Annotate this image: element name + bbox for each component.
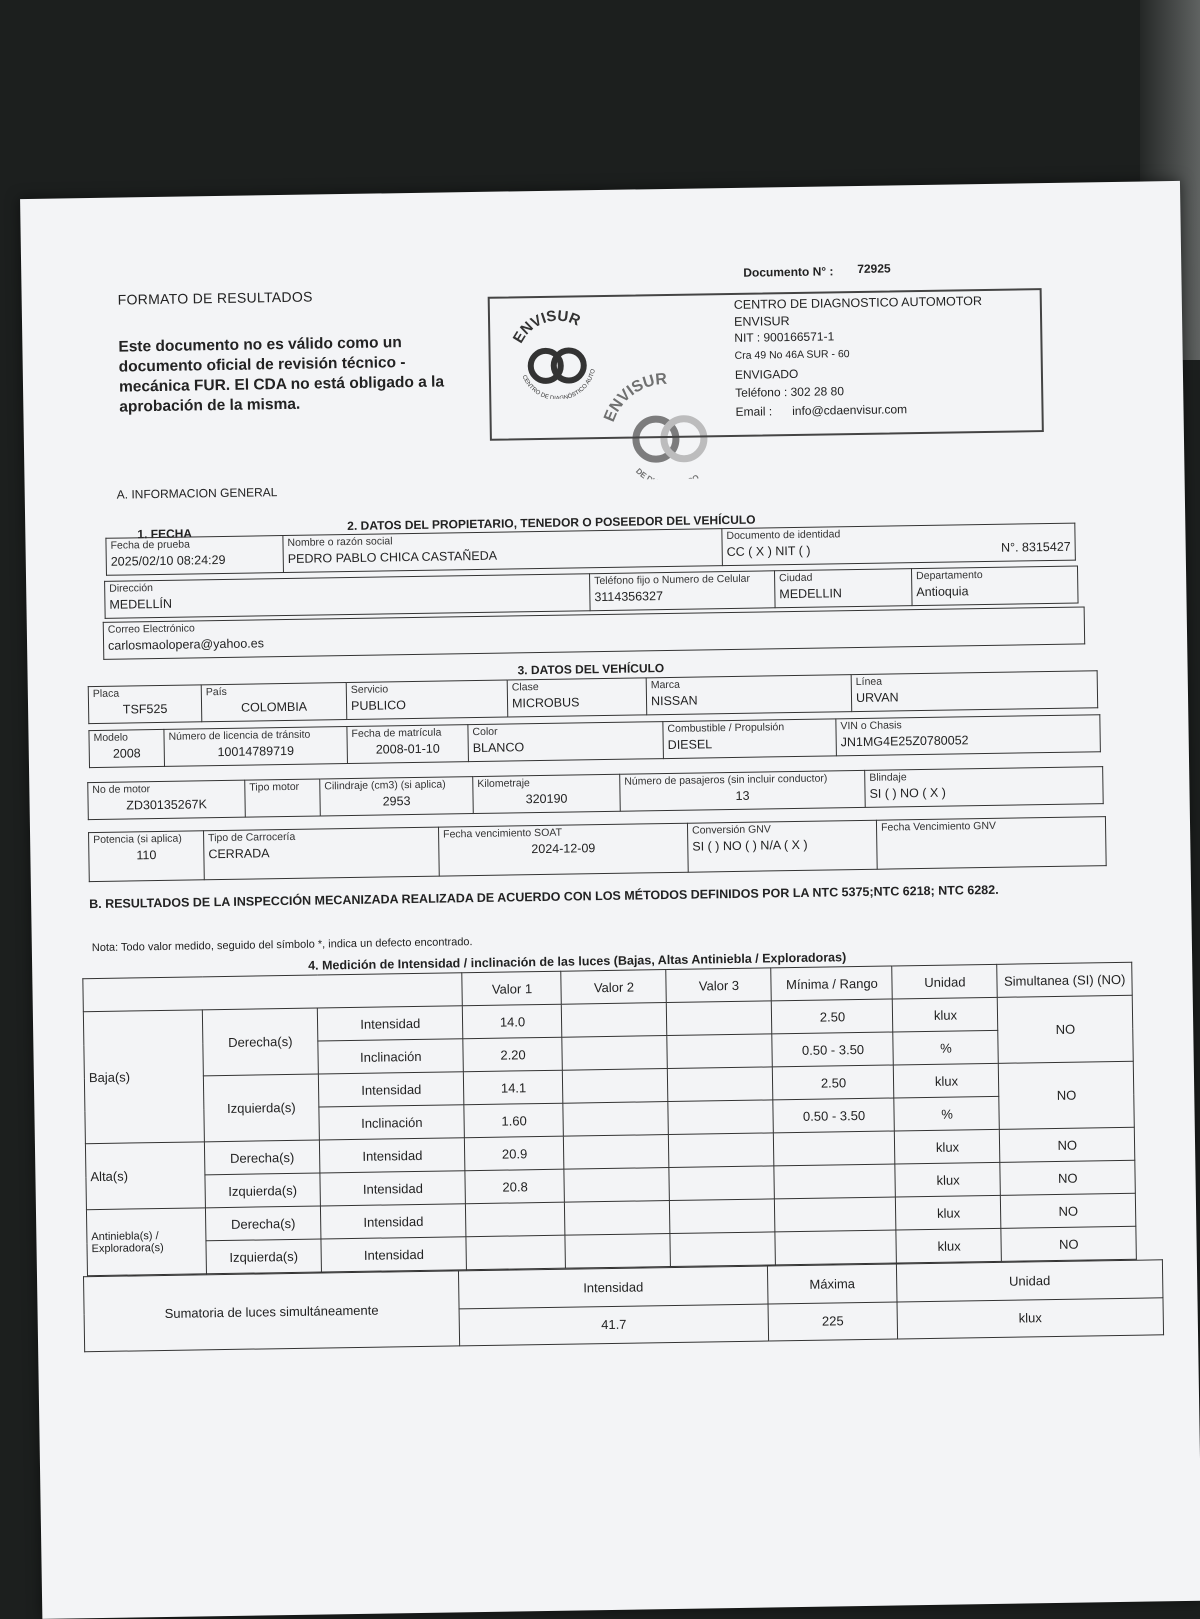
line: URVAN [855,690,899,706]
high-right-label: Derecha(s) [204,1140,320,1175]
row-label: Intensidad [319,1138,465,1173]
row-label: Intensidad [317,1006,463,1041]
gnv-conversion: SI ( ) NO ( ) N/A ( X ) [692,837,808,854]
sum-max-label: Máxima [767,1264,897,1304]
simul-cell: NO [1001,1193,1136,1228]
simul-cell: NO [1000,1127,1135,1162]
vehicle-table-row4 [88,816,1107,882]
simul-cell: NO [999,1061,1135,1129]
engine-number-label: No de motor [92,783,151,797]
value-cell [564,1135,670,1170]
fuel: DIESEL [667,737,713,753]
group-low-beam: Baja(s) [83,1010,204,1144]
address: MEDELLÍN [109,596,173,612]
test-date: 2025/02/10 08:24:29 [110,552,226,569]
fog-left-label: Izquierda(s) [206,1239,322,1274]
high-left-label: Izquierda(s) [205,1173,321,1208]
section-a-title: A. INFORMACION GENERAL [116,485,278,502]
fuel-label: Combustible / Propulsión [667,721,785,736]
value-cell [466,1202,566,1237]
value-cell [562,1003,668,1038]
simul-cell: NO [1000,1160,1135,1195]
gnv-expiry-label: Fecha Vencimiento GNV [880,819,997,834]
center-city: ENVIGADO [734,366,799,382]
min-cell [774,1131,896,1166]
low-left-label: Izquierda(s) [203,1074,319,1142]
row-label: Intensidad [321,1237,467,1272]
value-cell [667,1001,773,1036]
value-cell: 14.1 [464,1070,564,1105]
passengers: 13 [735,788,750,803]
vehicle-table-row3 [87,766,1103,820]
unit-cell: klux [896,1195,1002,1230]
owner-name: PEDRO PABLO CHICA CASTAÑEDA [287,548,498,566]
body-type-label: Tipo de Carrocería [208,830,296,845]
class: MICROBUS [511,695,580,711]
center-email [735,399,983,421]
row-label: Intensidad [318,1072,464,1107]
value-cell [670,1232,776,1267]
low-right-label: Derecha(s) [202,1008,318,1076]
line-label: Línea [855,675,883,689]
unit-cell: klux [895,1129,1001,1164]
sum-max: 225 [768,1301,898,1341]
min-cell [775,1197,897,1232]
owner-email: carlosmaolopera@yahoo.es [107,636,265,653]
city: MEDELLIN [779,586,843,602]
value-cell: 20.8 [465,1169,565,1204]
passengers-label: Número de pasajeros (sin incluir conductor) [624,772,828,788]
row-label: Inclinación [319,1105,465,1140]
power-label: Potencia (si aplica) [93,832,182,847]
class-label: Clase [511,681,539,694]
simul-cell: NO [1001,1226,1136,1261]
section-4-title: 4. Medición de Intensidad / inclinación de las luces (Bajas, Altas Antiniebla / Exploradoras) [308,950,847,973]
engine-number: ZD30135267K [126,797,208,813]
header-valor3: Valor 3 [666,968,772,1003]
vin: JN1MG4E25Z0780052 [840,733,969,750]
vehicle-table-row2 [88,714,1100,768]
value-cell [565,1201,671,1236]
make-label: Marca [650,678,681,692]
id-doc-label: Documento de identidad [726,528,841,543]
displacement-label: Cilindraje (cm3) (si aplica) [324,778,446,793]
country-label: País [205,685,227,699]
unit-cell: % [893,1030,999,1065]
department-label: Departamento [916,569,983,583]
sum-intensity: 41.7 [459,1303,769,1345]
license-label: Número de licencia de tránsito [168,728,311,743]
min-cell: 2.50 [773,1065,895,1100]
value-cell: 20.9 [465,1136,565,1171]
armor-label: Blindaje [869,771,907,784]
value-cell [466,1235,566,1270]
min-cell: 0.50 - 3.50 [773,1098,895,1133]
svg-text:CENTRO DE DIAGNÓSTICO AUTOMOTO: CENTRO DE DIAGNÓSTICO AUTOMOTOR [501,307,597,400]
section-3-title: 3. DATOS DEL VEHÍCULO [517,661,665,678]
registration-date-label: Fecha de matrícula [351,726,442,740]
unit-cell: klux [895,1162,1001,1197]
value-cell [565,1234,671,1269]
department: Antioquia [916,584,969,600]
row-label: Intensidad [320,1171,466,1206]
section-b-title: B. RESULTADOS DE LA INSPECCIÓN MECANIZADA REALIZADA DE ACUERDO CON LOS MÉTODOS DEFINIDOS POR LA NTC 5375;NTC 6218; NTC 6282. [89,882,999,912]
row-label: Inclinación [318,1039,464,1074]
email-value: info@cdaenvisur.com [792,401,908,418]
mileage: 320190 [525,791,568,807]
simul-cell: NO [998,995,1134,1063]
center-address: Cra 49 No 46A SUR - 60 [734,348,850,362]
sum-label: Sumatoria de luces simultáneamente [84,1271,460,1352]
unit-cell: % [894,1096,1000,1131]
note-text: Nota: Todo valor medido, seguido del símbolo *, indica un defecto encontrado. [91,936,473,955]
document-number: 72925 [857,261,891,276]
disclaimer-text: Este documento no es válido como un documento oficial de revisión técnico - mecánica FUR. El CDA no está obligado a la aprobación de la misma. [118,334,445,416]
document-number-label: Documento N° : [743,264,834,280]
color-label: Color [472,725,498,739]
unit-cell: klux [894,1063,1000,1098]
min-cell: 0.50 - 3.50 [772,1032,894,1067]
center-phone: Teléfono : 302 28 80 [735,384,845,400]
make: NISSAN [650,693,698,709]
gnv-label: Conversión GNV [691,823,771,837]
id-doc-number: N°. 8315427 [1000,539,1071,555]
lights-table [82,962,1137,1276]
address-label: Dirección [109,582,154,595]
center-brand: ENVISUR [733,313,790,329]
document-page [20,181,1200,1619]
plate-label: Placa [92,687,120,701]
center-nit: NIT : 900166571-1 [734,328,835,345]
service: PUBLICO [350,698,407,713]
city-label: Ciudad [779,571,813,585]
header-min-range: Mínima / Rango [771,966,893,1001]
value-cell [563,1102,669,1137]
value-cell [669,1133,775,1168]
phone: 3114356327 [594,589,664,605]
armor: SI ( ) NO ( X ) [869,785,947,801]
displacement: 2953 [382,794,411,809]
license-number: 10014789719 [217,743,295,760]
sum-table [83,1259,1164,1352]
registration-date: 2008-01-10 [375,741,440,757]
phone-label: Teléfono fijo o Numero de Celular [594,572,751,588]
engine-type-label: Tipo motor [249,780,300,794]
service-label: Servicio [350,683,389,696]
group-fog-lights: Antiniebla(s) / Exploradora(s) [86,1208,206,1276]
header-simultanea: Simultanea (SI) (NO) [997,962,1132,997]
email-label: Email : [735,403,773,419]
section-1-title: 1. FECHA [137,526,193,542]
test-date-label: Fecha de prueba [110,538,191,552]
document-title: FORMATO DE RESULTADOS [117,288,313,308]
row-label: Intensidad [320,1204,466,1239]
unit-cell: klux [896,1228,1002,1263]
id-doc-values [727,540,1071,559]
fog-right-label: Derecha(s) [205,1206,321,1241]
value-cell [564,1168,670,1203]
value-cell [667,1034,773,1069]
svg-text:ENVISUR: ENVISUR [509,307,583,347]
value-cell [668,1100,774,1135]
country: COLOMBIA [240,699,308,715]
soat-expiry: 2024-12-09 [531,841,596,857]
unit-cell: klux [893,997,999,1032]
model: 2008 [112,746,141,761]
owner-name-label: Nombre o razón social [287,535,393,549]
value-cell [668,1067,774,1102]
value-cell: 2.20 [463,1037,563,1072]
svg-text:DE DIAGNÓSTICO: DE DIAGNÓSTICO [634,466,701,481]
center-name: CENTRO DE DIAGNOSTICO AUTOMOTOR [733,294,983,312]
min-cell [775,1230,897,1265]
svg-text:ENVISUR: ENVISUR [601,370,668,425]
group-high-beam: Alta(s) [85,1142,205,1210]
body-type: CERRADA [208,846,270,862]
mileage-label: Kilometraje [477,777,530,790]
header-valor1: Valor 1 [462,971,562,1006]
value-cell [562,1036,668,1071]
value-cell: 1.60 [464,1103,564,1138]
center-info [734,292,984,421]
sum-unit: klux [897,1297,1164,1339]
value-cell [669,1166,775,1201]
power: 110 [136,848,157,863]
value-cell [670,1199,776,1234]
header-unit: Unidad [892,964,998,999]
model-label: Modelo [93,731,129,745]
value-cell [563,1069,669,1104]
plate: TSF525 [122,701,168,717]
min-cell [774,1164,896,1199]
id-doc-type: CC ( X ) NIT ( ) [726,543,811,560]
sum-intensity-label: Intensidad [458,1266,768,1308]
value-cell: 14.0 [463,1004,563,1039]
section-2-title: 2. DATOS DEL PROPIETARIO, TENEDOR O POSEEDOR DEL VEHÍCULO [347,512,756,534]
soat-label: Fecha vencimiento SOAT [443,826,563,841]
email-field-label: Correo Electrónico [107,622,195,636]
min-cell: 2.50 [772,999,894,1034]
header-valor2: Valor 2 [561,970,667,1005]
vehicle-color: BLANCO [472,740,525,756]
sum-unit-label: Unidad [896,1260,1163,1302]
vin-label: VIN o Chasis [840,719,902,733]
